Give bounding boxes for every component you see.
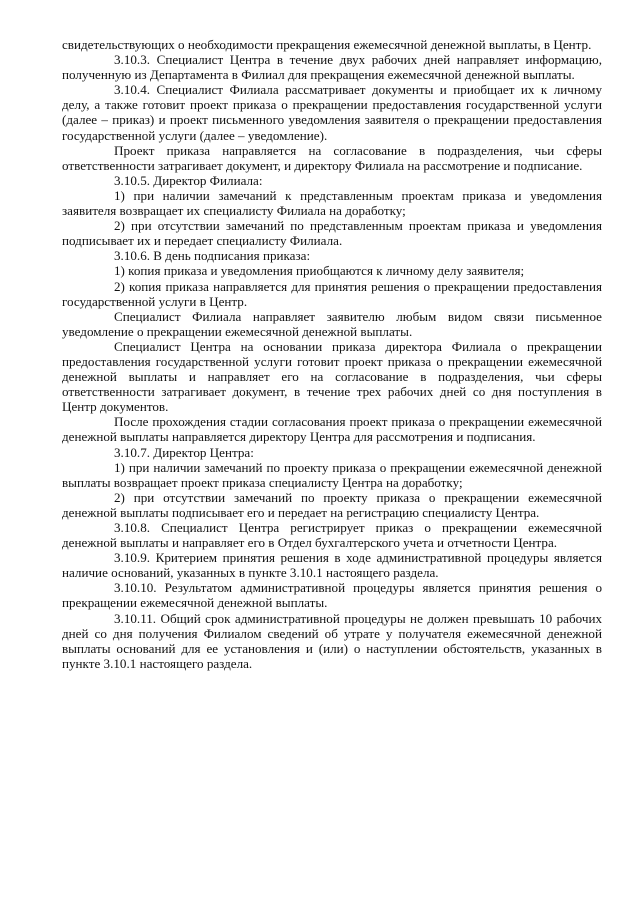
paragraph-3-10-10: 3.10.10. Результатом административной процедуры является принятия решения о прекращении ежемесячной денежной выплаты. <box>62 580 602 611</box>
paragraph-3-10-7-item-2: 2) при отсутствии замечаний по проекту приказа о прекращении ежемесячной денежной выплаты подписывает его и передает на регистрацию специалисту Центра. <box>62 489 602 520</box>
paragraph-3-10-8: 3.10.8. Специалист Центра регистрирует приказ о прекращении ежемесячной денежной выплаты и направляет его в Отдел бухгалтерского учета и отчетности Центра. <box>62 520 602 551</box>
paragraph-continuation: свидетельствующих о необходимости прекращения ежемесячной денежной выплаты, в Центр. <box>62 37 592 52</box>
paragraph-notification: Специалист Филиала направляет заявителю любым видом связи письменное уведомление о прекращении ежемесячной денежной выплаты. <box>62 308 602 339</box>
paragraph-3-10-6-item-1: 1) копия приказа и уведомления приобщаются к личному делу заявителя; <box>114 263 525 279</box>
paragraph-3-10-7: 3.10.7. Директор Центра: <box>114 444 254 460</box>
document-page <box>62 37 602 671</box>
paragraph-3-10-3: 3.10.3. Специалист Центра в течение двух рабочих дней направляет информацию, полученную из Департамента в Филиал для прекращения ежемесячной денежной выплаты. <box>62 52 602 83</box>
paragraph-3-10-4: 3.10.4. Специалист Филиала рассматривает документы и приобщает их к личному делу, а также готовит проект приказа о прекращении предоставления государственной услуги (далее – приказ) и проект письменного уведомления заявителя о прекращении предоставления государственной услуги (далее – уведомление). <box>62 82 602 143</box>
paragraph-center-specialist: Специалист Центра на основании приказа директора Филиала о прекращении предоставления государственной услуги готовит проект приказа о прекращении ежемесячной денежной выплаты и направляет его на согласование в подразделения, чьи сферы ответственности затрагивает документ, в течение трех рабочих дней со дня поступления в Центр документов. <box>62 338 602 415</box>
paragraph-3-10-5-item-2: 2) при отсутствии замечаний по представленным проектам приказа и уведомления подписывает их и передает специалисту Филиала. <box>62 218 602 249</box>
paragraph-3-10-6: 3.10.6. В день подписания приказа: <box>114 248 311 264</box>
paragraph-3-10-6-item-2: 2) копия приказа направляется для принятия решения о прекращении предоставления государственной услуги в Центр. <box>62 278 602 309</box>
paragraph-3-10-7-item-1: 1) при наличии замечаний по проекту приказа о прекращении ежемесячной денежной выплаты возвращает проект приказа специалисту Центра на доработку; <box>62 459 602 490</box>
paragraph-3-10-5: 3.10.5. Директор Филиала: <box>114 172 263 188</box>
paragraph-after-approval: После прохождения стадии согласования проект приказа о прекращении ежемесячной денежной выплаты направляется директору Центра для рассмотрения и подписания. <box>62 414 602 445</box>
paragraph-3-10-11: 3.10.11. Общий срок административной процедуры не должен превышать 10 рабочих дней со дня получения Филиалом сведений об утрате у получателя ежемесячной денежной выплаты оснований для ее установления и (или) о наступлении обстоятельств, указанных в пункте 3.10.1 настоящего раздела. <box>62 610 602 671</box>
paragraph-3-10-5-item-1: 1) при наличии замечаний к представленным проектам приказа и уведомления заявителя возвращает их специалисту Филиала на доработку; <box>62 187 602 219</box>
paragraph-3-10-9: 3.10.9. Критерием принятия решения в ходе административной процедуры является наличие оснований, указанных в пункте 3.10.1 настоящего раздела. <box>62 550 602 581</box>
paragraph-draft-approval: Проект приказа направляется на согласование в подразделения, чьи сферы ответственности затрагивает документ, и директору Филиала на рассмотрение и подписание. <box>62 142 602 173</box>
